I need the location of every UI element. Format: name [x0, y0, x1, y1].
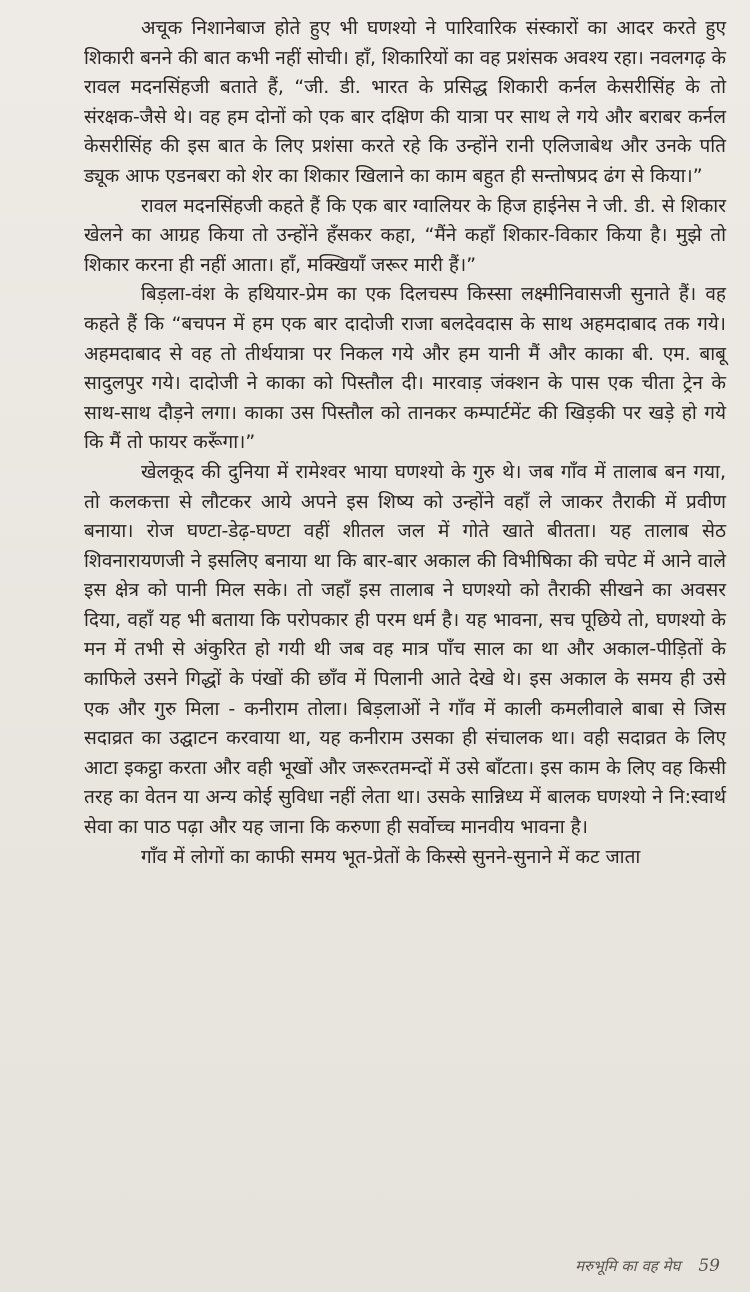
paragraph-2: रावल मदनसिंहजी कहते हैं कि एक बार ग्वालियर के हिज हाईनेस ने जी. डी. से शिकार खेलने का आग्रह किया तो उन्होंने हँसकर कहा, “मैंने कहाँ शिकार-विकार किया है। मुझे तो शिकार करना ही नहीं आता। हाँ, मक्खियाँ जरूर मारी हैं।” — [84, 194, 726, 276]
body-text — [84, 14, 726, 872]
page-footer — [575, 1256, 720, 1276]
paragraph-3: बिड़ला-वंश के हथियार-प्रेम का एक दिलचस्प किस्सा लक्ष्मीनिवासजी सुनाते हैं। वह कहते हैं कि “बचपन में हम एक बार दादोजी राजा बलदेवदास के साथ अहमदाबाद तक गये। अहमदाबाद से वह तो तीर्थयात्रा पर निकल गये और हम यानी मैं और काका बी. एम. बाबू सादुलपुर गये। दादोजी ने काका को पिस्तौल दी। मारवाड़ जंक्शन के पास एक चीता ट्रेन के साथ-साथ दौड़ने लगा। काका उस पिस्तौल को तानकर कम्पार्टमेंट की खिड़की पर खड़े हो गये कि मैं तो फायर करूँगा।” — [84, 283, 726, 454]
page-number: 59 — [698, 1256, 720, 1276]
running-title: मरुभूमि का वह मेघ — [575, 1257, 681, 1275]
paragraph-4: खेलकूद की दुनिया में रामेश्वर भाया घणश्यो के गुरु थे। जब गाँव में तालाब बन गया, तो कलकत्ता से लौटकर आये अपने इस शिष्य को उन्होंने वहाँ ले जाकर तैराकी में प्रवीण बनाया। रोज घण्टा-डेढ़-घण्टा वहीं शीतल जल में गोते खाते बीतता। यह तालाब सेठ शिवनारायणजी ने इसलिए बनाया था कि बार-बार अकाल की विभीषिका की चपेट में आने वाले इस क्षेत्र को पानी मिल सके। तो जहाँ इस तालाब ने घणश्यो को तैराकी सीखने का अवसर दिया, वहाँ यह भी बताया कि परोपकार ही परम धर्म है। यह भावना, सच पूछिये तो, घणश्यो के मन में तभी से अंकुरित हो गयी थी जब वह मात्र पाँच साल का था और अकाल-पीड़ितों के काफिले उसने गिद्धों के पंखों की छाँव में पिलानी आते देखे थे। इस अकाल के समय ही उसे एक और गुरु मिला - कनीराम तोला। बिड़लाओं ने गाँव में काली कमलीवाले बाबा से जिस सदाव्रत का उद्घाटन करवाया था, यह कनीराम उसका ही संचालक था। वही सदाव्रत के लिए आटा इकट्ठा करता और वही भूखों और जरूरतमन्दों में उसे बाँटता। इस काम के लिए वह किसी तरह का वेतन या अन्य कोई सुविधा नहीं लेता था। उसके सान्निध्य में बालक घणश्यो ने नि:स्वार्थ सेवा का पाठ पढ़ा और यह जाना कि करुणा ही सर्वोच्च मानवीय भावना है। — [84, 460, 726, 839]
paragraph-5: गाँव में लोगों का काफी समय भूत-प्रेतों के किस्से सुनने-सुनाने में कट जाता — [141, 845, 641, 868]
paragraph-1: अचूक निशानेबाज होते हुए भी घणश्यो ने पारिवारिक संस्कारों का आदर करते हुए शिकारी बनने की बात कभी नहीं सोची। हाँ, शिकारियों का वह प्रशंसक अवश्य रहा। नवलगढ़ के रावल मदनसिंहजी बताते हैं, “जी. डी. भारत के प्रसिद्ध शिकारी कर्नल केसरीसिंह के तो संरक्षक-जैसे थे। वह हम दोनों को एक बार दक्षिण की यात्रा पर साथ ले गये और बराबर कर्नल केसरीसिंह की इस बात के लिए प्रशंसा करते रहे कि उन्होंने रानी एलिजाबेथ और उनके पति ड्यूक आफ एडनबरा को शेर का शिकार खिलाने का काम बहुत ही सन्तोषप्रद ढंग से किया।” — [84, 17, 726, 187]
